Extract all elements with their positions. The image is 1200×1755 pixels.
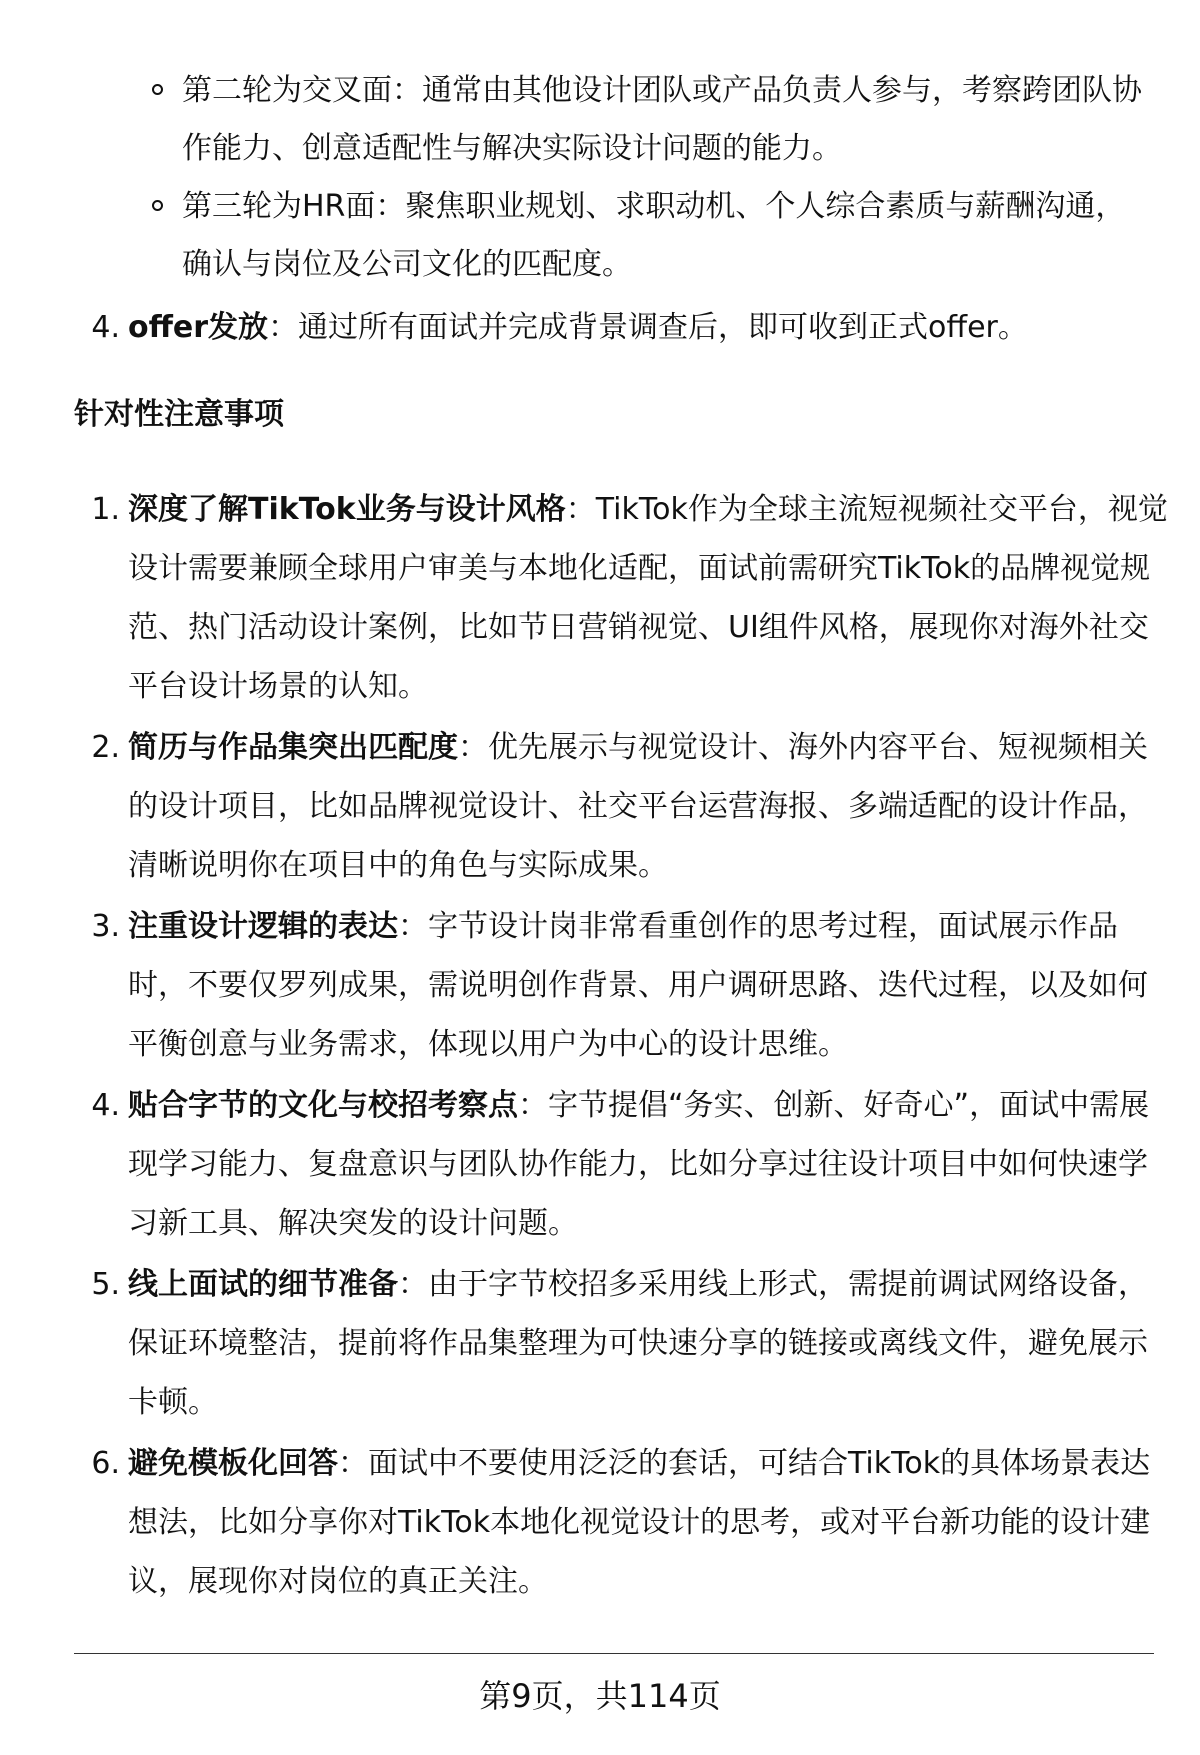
section-title: 针对性注意事项 xyxy=(74,397,284,432)
list-item xyxy=(91,298,1168,357)
list-item xyxy=(91,480,1168,716)
circle-bullet-icon xyxy=(152,200,163,211)
item-lead: 贴合字节的文化与校招考察点 xyxy=(128,1088,518,1123)
list-item xyxy=(91,1255,1168,1432)
list-item xyxy=(91,718,1168,895)
list-item xyxy=(91,1076,1168,1253)
list-number: 1. xyxy=(91,492,120,527)
list-item xyxy=(182,62,1152,178)
item-text: ：面试中不要使用泛泛的套话，可结合TikTok的具体场景表达想法，比如分享你对TikTok本地化视觉设计的思考，或对平台新功能的设计建议，展现你对岗位的真正关注。 xyxy=(128,1446,1151,1599)
item-text: ：字节提倡“务实、创新、好奇心”，面试中需展现学习能力、复盘意识与团队协作能力，比如分享过往设计项目中如何快速学习新工具、解决突发的设计问题。 xyxy=(128,1088,1150,1241)
item-lead: 线上面试的细节准备 xyxy=(128,1267,398,1302)
list-number: 4. xyxy=(91,310,120,345)
item-text: ：通过所有面试并完成背景调查后，即可收到正式offer。 xyxy=(268,310,1028,345)
item-text: ：TikTok作为全球主流短视频社交平台，视觉设计需要兼顾全球用户审美与本地化适配，面试前需研究TikTok的品牌视觉规范、热门活动设计案例，比如节日营销视觉、UI组件风格，展现你对海外社交平台设计场景的认知。 xyxy=(128,492,1168,704)
footer-divider xyxy=(74,1653,1154,1654)
item-lead: offer发放 xyxy=(128,310,269,345)
list-number: 6. xyxy=(91,1446,120,1481)
item-lead: 注重设计逻辑的表达 xyxy=(128,909,398,944)
page-number: 第9页，共114页 xyxy=(479,1677,721,1715)
list-item xyxy=(91,897,1168,1074)
list-number: 3. xyxy=(91,909,120,944)
list-item xyxy=(182,178,1152,294)
item-text: ：优先展示与视觉设计、海外内容平台、短视频相关的设计项目，比如品牌视觉设计、社交平台运营海报、多端适配的设计作品，清晰说明你在项目中的角色与实际成果。 xyxy=(128,730,1148,883)
circle-bullet-icon xyxy=(152,84,163,95)
item-text: ：字节设计岗非常看重创作的思考过程，面试展示作品时，不要仅罗列成果，需说明创作背景、用户调研思路、迭代过程，以及如何平衡创意与业务需求，体现以用户为中心的设计思维。 xyxy=(128,909,1148,1062)
interview-rounds-list xyxy=(0,62,1200,294)
list-item xyxy=(91,1434,1168,1611)
list-number: 5. xyxy=(91,1267,120,1302)
round-text: 第二轮为交叉面：通常由其他设计团队或产品负责人参与，考察跨团队协作能力、创意适配性与解决实际设计问题的能力。 xyxy=(182,73,1142,166)
item-lead: 简历与作品集突出匹配度 xyxy=(128,730,458,765)
offer-step xyxy=(0,298,1200,359)
item-text: ：由于字节校招多采用线上形式，需提前调试网络设备，保证环境整洁，提前将作品集整理为可快速分享的链接或离线文件，避免展示卡顿。 xyxy=(128,1267,1148,1420)
tips-list xyxy=(0,480,1200,1613)
list-number: 2. xyxy=(91,730,120,765)
round-text: 第三轮为HR面：聚焦职业规划、求职动机、个人综合素质与薪酬沟通，确认与岗位及公司文化的匹配度。 xyxy=(182,189,1126,282)
list-number: 4. xyxy=(91,1088,120,1123)
item-lead: 避免模板化回答 xyxy=(128,1446,338,1481)
item-lead: 深度了解TikTok业务与设计风格 xyxy=(128,492,566,527)
